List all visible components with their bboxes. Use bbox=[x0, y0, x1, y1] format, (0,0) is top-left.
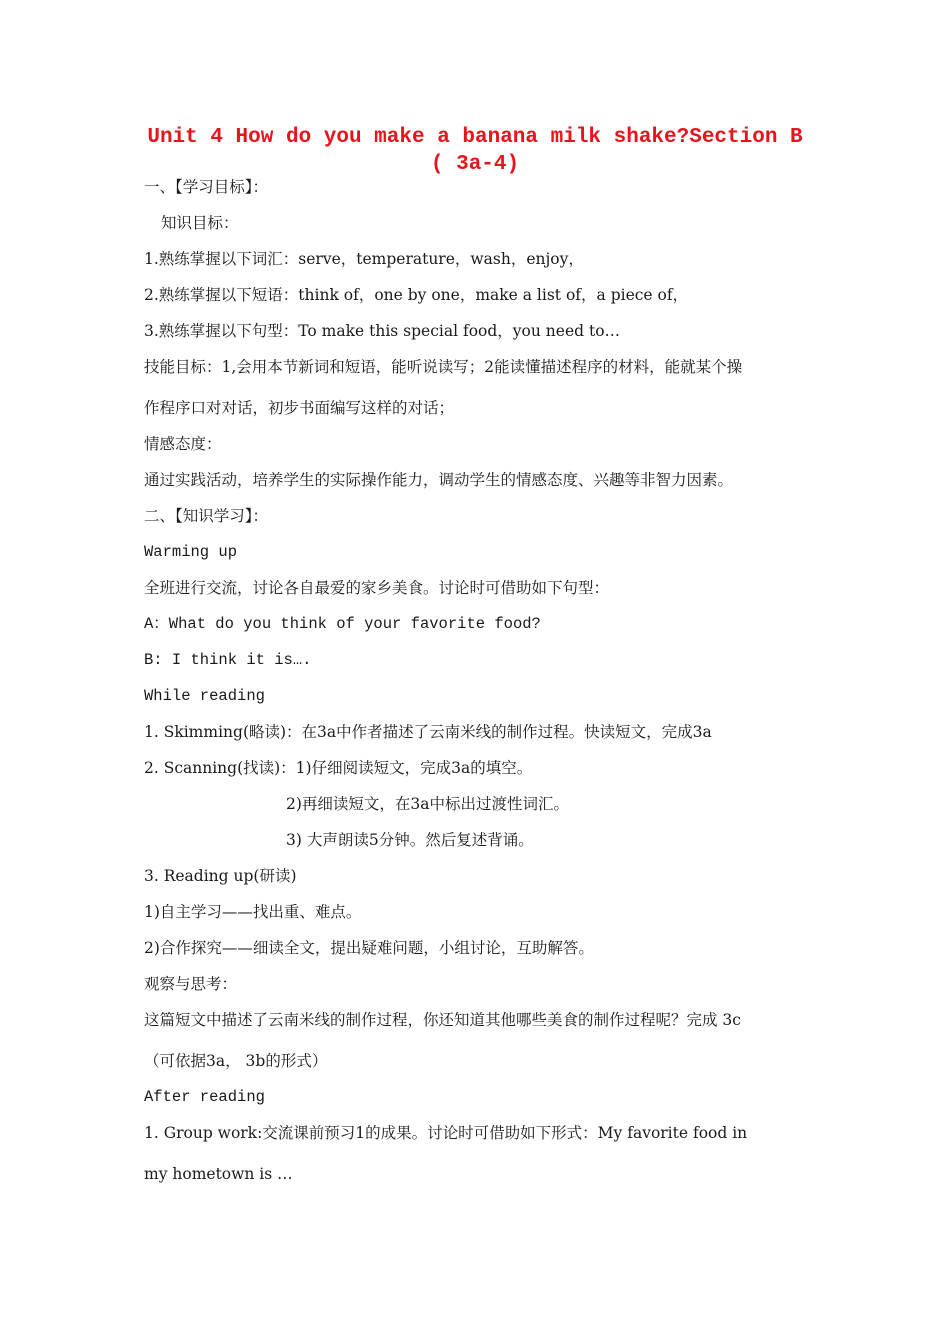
observe-think-text-2: （可依据3a， 3b的形式） bbox=[144, 1052, 328, 1070]
skill-goals-line-1: 技能目标：1,会用本节新词和短语，能听说读写；2能读懂描述程序的材料，能就某个操 bbox=[144, 358, 743, 376]
list-item-scanning: 2. Scanning(找读)：1)仔细阅读短文，完成3a的填空。 bbox=[144, 759, 533, 777]
after-reading-heading: After reading bbox=[144, 1088, 265, 1106]
warming-up-heading: Warming up bbox=[144, 543, 238, 561]
list-item-skimming: 1. Skimming(略读)：在3a中作者描述了云南米线的制作过程。快读短文，完成3a bbox=[144, 723, 712, 741]
section-heading-learning: 二、【知识学习】： bbox=[144, 507, 269, 525]
skill-goals-line-2: 作程序口对对话，初步书面编写这样的对话； bbox=[144, 399, 455, 417]
section-heading-objectives: 一、【学习目标】： bbox=[144, 178, 269, 196]
attitude-text: 通过实践活动，培养学生的实际操作能力，调动学生的情感态度、兴趣等非智力因素。 bbox=[144, 471, 734, 489]
reading-up-step-1: 1)自主学习——找出重、难点。 bbox=[144, 903, 362, 921]
list-item-phrases: 2.熟练掌握以下短语：think of，one by one，make a list of，a piece of， bbox=[144, 286, 689, 304]
observe-think-text-1: 这篇短文中描述了云南米线的制作过程，你还知道其他哪些美食的制作过程呢？完成 3c bbox=[144, 1011, 741, 1029]
group-work-line-2: my hometown is … bbox=[144, 1165, 293, 1183]
warming-up-text: 全班进行交流，讨论各自最爱的家乡美食。讨论时可借助如下句型： bbox=[144, 579, 610, 597]
subheading-attitude: 情感态度： bbox=[144, 435, 222, 453]
dialogue-line-a: A：What do you think of your favorite food? bbox=[144, 615, 541, 633]
list-item-reading-up: 3. Reading up(研读) bbox=[144, 867, 297, 885]
list-item-sentences: 3.熟练掌握以下句型：To make this special food，you need to… bbox=[144, 322, 621, 340]
scanning-step-3: 3) 大声朗读5分钟。然后复述背诵。 bbox=[286, 831, 534, 849]
list-item-vocabulary: 1.熟练掌握以下词汇：serve，temperature，wash，enjoy， bbox=[144, 250, 584, 268]
dialogue-line-b: B: I think it is…. bbox=[144, 651, 312, 669]
group-work-line-1: 1. Group work:交流课前预习1的成果。讨论时可借助如下形式：My favorite food in bbox=[144, 1124, 748, 1142]
reading-up-step-2: 2)合作探究——细读全文，提出疑难问题，小组讨论，互助解答。 bbox=[144, 939, 594, 957]
while-reading-heading: While reading bbox=[144, 687, 265, 705]
document-title: Unit 4 How do you make a banana milk shake?Section B ( 3a-4) bbox=[147, 126, 803, 176]
scanning-step-2: 2)再细读短文，在3a中标出过渡性词汇。 bbox=[286, 795, 570, 813]
observe-think-heading: 观察与思考： bbox=[144, 975, 238, 993]
subheading-knowledge-goals: 知识目标： bbox=[161, 214, 239, 232]
